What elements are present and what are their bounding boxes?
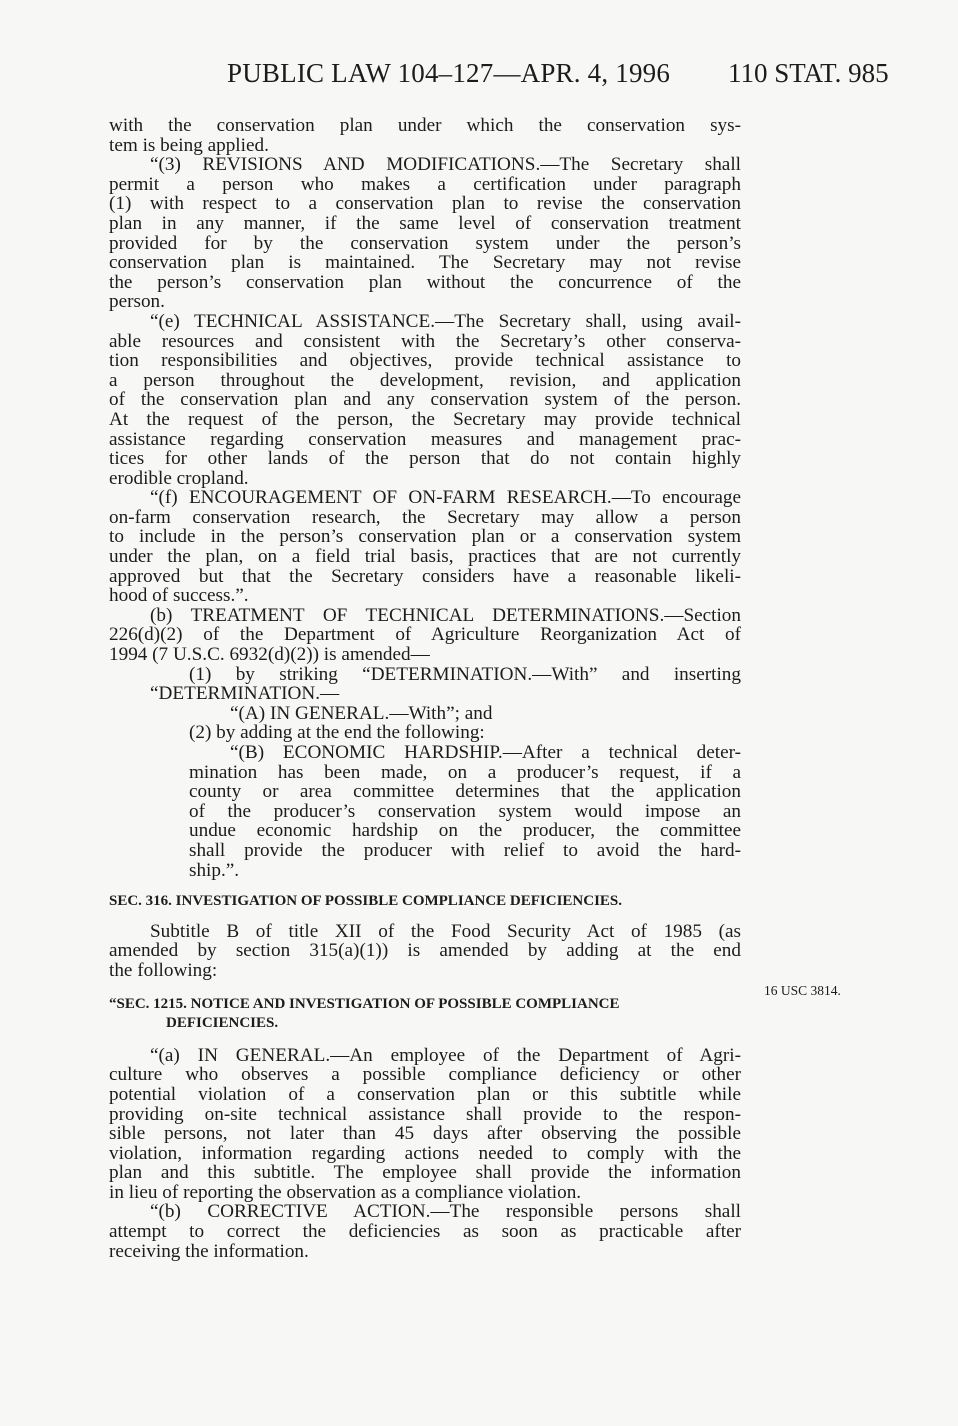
text-line: tem is being applied. [109,134,269,156]
section-heading: DEFICIENCIES. [166,1015,279,1032]
text-line: providing on-site technical assistance shall provide to the respon- [109,1103,741,1125]
text-line: permit a person who makes a certification under paragraph [109,173,741,195]
text-line: undue economic hardship on the producer, the committee [189,820,741,842]
text-line: “(e) TECHNICAL ASSISTANCE.—The Secretary shall, using avail- [150,310,741,332]
body-text [109,116,741,1261]
text-line: (1) with respect to a conservation plan to revise the conservation [109,193,741,215]
text-line: assistance regarding conservation measures and management prac- [109,428,741,450]
text-line: of the producer’s conservation system would impose an [189,800,741,822]
header-citation: PUBLIC LAW 104–127—APR. 4, 1996 [227,58,671,88]
section-heading: SEC. 316. INVESTIGATION OF POSSIBLE COMPLIANCE DEFICIENCIES. [109,893,623,910]
text-line: of the conservation plan and any conservation system of the person. [109,389,741,411]
text-line: in lieu of reporting the observation as a compliance violation. [109,1181,582,1203]
text-line: on-farm conservation research, the Secretary may allow a person [109,506,741,528]
text-line: shall provide the producer with relief to avoid the hard- [189,839,741,861]
text-line: tion responsibilities and objectives, provide technical assistance to [109,350,741,372]
text-line: provided for by the conservation system under the person’s [109,232,741,254]
text-line: the person’s conservation plan without the concurrence of the [109,271,741,293]
text-line: person. [109,291,165,313]
text-line: At the request of the person, the Secretary may provide technical [109,408,741,430]
text-line: plan and this subtitle. The employee shall provide the information [109,1162,741,1184]
text-line: violation, information regarding actions needed to comply with the [109,1142,741,1164]
text-line: approved but that the Secretary considers have a reasonable likeli- [109,565,741,587]
text-line: under the plan, on a field trial basis, practices that are not currently [109,546,741,568]
text-line: to include in the person’s conservation plan or a conservation system [109,526,741,548]
text-line: sible persons, not later than 45 days after observing the possible [109,1123,741,1145]
text-line: “DETERMINATION.— [150,683,340,705]
text-line: “(3) REVISIONS AND MODIFICATIONS.—The Secretary shall [150,154,741,176]
text-line: hood of success.”. [109,585,249,607]
spacer [109,981,741,995]
text-line: mination has been made, on a producer’s request, if a [189,761,741,783]
margin-citation: 16 USC 3814. [764,983,841,998]
text-line: (b) TREATMENT OF TECHNICAL DETERMINATIONS.—Section [150,604,741,626]
text-line: tices for other lands of the person that do not contain highly [109,448,741,470]
text-line: conservation plan is maintained. The Secretary may not revise [109,252,741,274]
text-line: a person throughout the development, revision, and application [109,369,741,391]
text-line: the following: [109,959,218,981]
text-line: (2) by adding at the end the following: [189,722,485,744]
text-line: receiving the information. [109,1240,309,1262]
text-line: plan in any manner, if the same level of conservation treatment [109,212,741,234]
text-line: (1) by striking “DETERMINATION.—With” and inserting [189,663,741,685]
text-line: “(A) IN GENERAL.—With”; and [230,702,493,724]
text-line: amended by section 315(a)(1)) is amended by adding at the end [109,940,741,962]
text-line: county or area committee determines that the application [189,781,741,803]
text-line: able resources and consistent with the Secretary’s other conserva- [109,330,741,352]
text-line: erodible cropland. [109,467,249,489]
section-heading: “SEC. 1215. NOTICE AND INVESTIGATION OF POSSIBLE COMPLIANCE [109,995,620,1012]
text-line: “(a) IN GENERAL.—An employee of the Department of Agri- [150,1044,741,1066]
text-line: “(f) ENCOURAGEMENT OF ON-FARM RESEARCH.—To encourage [150,487,741,509]
page-header [0,56,958,96]
text-line: “(B) ECONOMIC HARDSHIP.—After a technical deter- [230,742,741,763]
text-line: Subtitle B of title XII of the Food Security Act of 1985 (as [150,920,741,942]
text-line: 226(d)(2) of the Department of Agriculture Reorganization Act of [109,624,741,646]
text-line: potential violation of a conservation plan or this subtitle while [109,1083,741,1105]
text-line: culture who observes a possible compliance deficiency or other [109,1064,741,1086]
text-line: ship.”. [189,859,240,881]
text-line: 1994 (7 U.S.C. 6932(d)(2)) is amended— [109,644,430,666]
text-line: “(b) CORRECTIVE ACTION.—The responsible persons shall [150,1201,741,1223]
header-stat-page: 110 STAT. 985 [728,58,889,88]
text-line: attempt to correct the deficiencies as soon as practicable after [109,1221,741,1243]
text-line: with the conservation plan under which the conservation sys- [109,115,741,136]
